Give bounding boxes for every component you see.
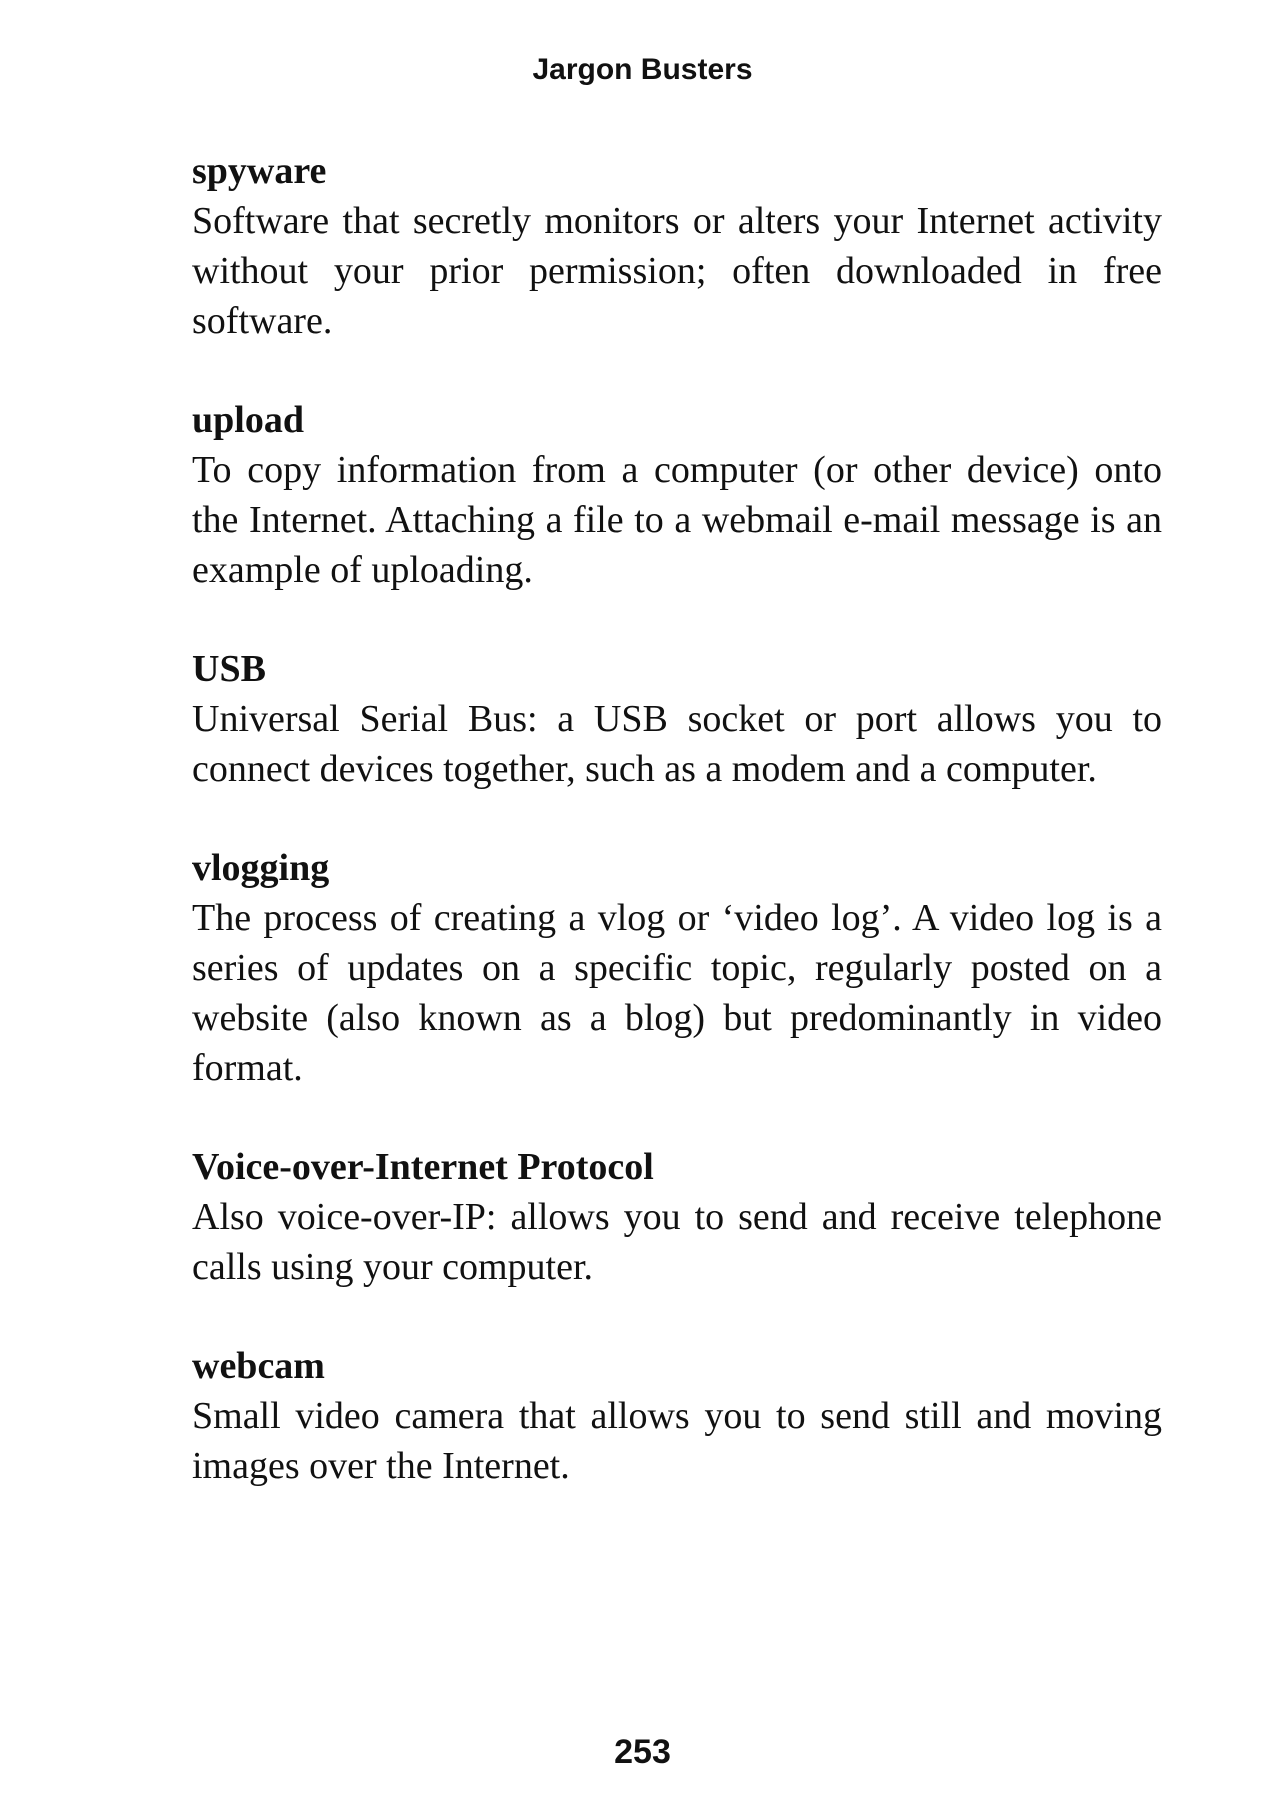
glossary-term: vlogging	[192, 847, 330, 889]
glossary-entry-usb	[192, 644, 1162, 794]
glossary-definition: Software that secretly monitors or alters your Internet activity without your prior permission; often downloaded in free software.	[192, 200, 1162, 342]
running-head: Jargon Busters	[532, 53, 753, 86]
glossary-definition: Also voice-over-IP: allows you to send and receive telephone calls using your computer.	[192, 1196, 1162, 1288]
glossary-list	[192, 146, 1162, 1540]
glossary-definition: To copy information from a computer (or other device) onto the Internet. Attaching a file to a webmail e-mail message is an example of uploading.	[192, 449, 1162, 591]
glossary-term: spyware	[192, 150, 327, 192]
glossary-entry-vlogging	[192, 843, 1162, 1093]
glossary-definition: Universal Serial Bus: a USB socket or port allows you to connect devices together, such as a modem and a computer.	[192, 698, 1162, 790]
glossary-entry-webcam	[192, 1341, 1162, 1491]
glossary-entry-upload	[192, 395, 1162, 595]
glossary-term: webcam	[192, 1345, 325, 1387]
glossary-entry-spyware	[192, 146, 1162, 346]
glossary-term: upload	[192, 399, 304, 441]
glossary-entry-voip	[192, 1142, 1162, 1292]
glossary-term: USB	[192, 648, 266, 690]
page-number: 253	[614, 1733, 671, 1771]
glossary-term: Voice-over-Internet Protocol	[192, 1146, 654, 1188]
glossary-definition: The process of creating a vlog or ‘video log’. A video log is a series of updates on a specific topic, regularly posted on a website (also known as a blog) but predominantly in video format.	[192, 897, 1162, 1089]
glossary-definition: Small video camera that allows you to send still and moving images over the Internet.	[192, 1395, 1162, 1487]
